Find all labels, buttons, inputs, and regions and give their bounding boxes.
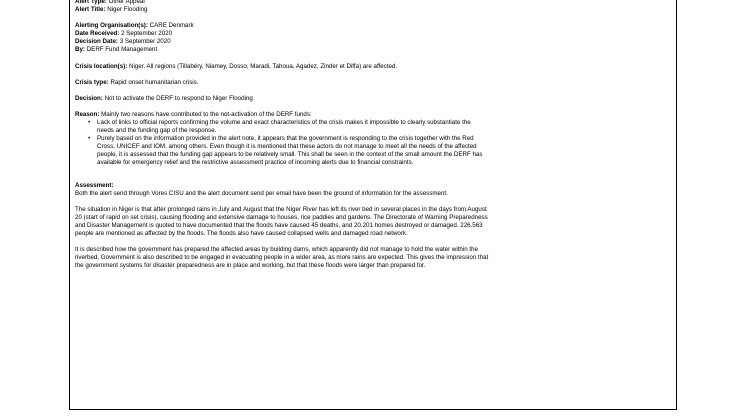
assessment-p2-line: and Disaster Management is quoted to have documented that the floods have caused 45 deaths, and 20.201 homes destroyed or damaged. 226.563 <box>75 221 483 229</box>
decision-line <box>75 95 673 103</box>
assessment-p3-line: riverbed. Government is also described to be engaged in evacuating people in a wider area, as more rains are expected. This gives the impression that <box>75 254 489 262</box>
alerting-org-value: CARE Denmark <box>149 22 194 30</box>
assessment-p2-line: The situation in Niger is that after prolonged rains in July and August that the Niger River has left its river bed in several places in the days from August <box>75 205 487 213</box>
reason-line <box>75 111 673 119</box>
assessment-heading-text: Assessment: <box>75 181 114 189</box>
by-label: By: <box>75 46 85 54</box>
assessment-p2-line: 20 (start of rapid on set crisis), causing flooding and extensive damage to houses, rice paddies and gardens. The Directorate of Warning Preparedness <box>75 213 488 221</box>
decision-value: Not to activate the DERF to respond to Niger Flooding <box>104 94 253 102</box>
reason-bullet-1-line: needs and the funding gap of the response. <box>97 127 217 135</box>
date-received-value: 2 September 2020 <box>121 30 173 38</box>
alerting-org-label: Alerting Organisation(s): <box>75 22 148 30</box>
bullet-icon: • <box>88 135 91 143</box>
assessment-p3-line: It is described how the government has prepared the affected areas by building dams, which apparently did not manage to hold the water within the <box>75 246 479 254</box>
date-received-line <box>75 30 673 38</box>
by-value: DERF Fund Management <box>86 46 158 54</box>
decision-document <box>75 0 673 270</box>
assessment-p3-line: the government systems for disaster preparedness are in place and working, but that these floods were larger than prepared for. <box>75 262 426 270</box>
assessment-p1-line: Both the alert send through Vores CISU and the alert document send per email have been the ground of information for the assessment. <box>75 189 448 197</box>
bullet-icon: • <box>88 118 91 126</box>
reason-bullet-2-line: Purely based on the information provided in the alert note, it appears that the government is responding to the crisis together with the Red <box>97 135 474 143</box>
by-line <box>75 46 673 54</box>
reason-bullet-2-line: people, it is assessed that the funding gap appears to be relatively small. This shall be seen in the context of the small amount the DERF has <box>97 151 483 159</box>
reason-intro: Mainly two reasons have contributed to the not-activation of the DERF funds: <box>101 110 312 118</box>
reason-bullet-2 <box>88 135 673 167</box>
assessment-p2 <box>75 206 673 238</box>
alert-type-label: Alert Type: <box>75 0 107 5</box>
reason-list <box>75 119 673 168</box>
assessment-p3 <box>75 246 673 270</box>
decision-date-label: Decision Date: <box>75 38 118 46</box>
assessment-heading <box>75 182 673 190</box>
reason-bullet-1 <box>88 118 673 135</box>
alert-title-value: Niger Flooding <box>107 6 148 14</box>
alerting-org-line <box>75 22 673 30</box>
reason-bullet-1-line: Lack of links to official reports confirming the volume and exact characteristics of the crisis makes it impossible to clearly substantiate the <box>97 118 471 126</box>
assessment-p2-line: people are mentioned as affected by the floods. The floods also have caused collapsed wells and damaged road network. <box>75 229 408 237</box>
alert-title-line <box>75 6 673 14</box>
decision-label: Decision: <box>75 94 103 102</box>
crisis-type-line <box>75 79 673 87</box>
crisis-location-label: Crisis location(s): <box>75 62 128 70</box>
crisis-type-label: Crisis type: <box>75 78 109 86</box>
reason-bullet-2-line: Cross, UNICEF and IOM, among others. Even though it is mentioned that these actors do not manage to meet all the needs of the affected <box>97 143 477 151</box>
alert-title-label: Alert Title: <box>75 6 106 14</box>
crisis-type-value: Rapid onset humanitarian crisis. <box>110 78 199 86</box>
decision-date-value: 3 September 2020 <box>119 38 171 46</box>
decision-date-line <box>75 38 673 46</box>
crisis-location-line <box>75 63 673 71</box>
alert-type-value: Other Appeal <box>108 0 145 5</box>
reason-bullet-2-line: available for emergency relief and the restrictive assessment practice of incoming alerts due to financial constraints. <box>97 159 414 167</box>
crisis-location-value: Niger. All regions (Tillabéry, Niamey, Dosso, Maradi, Tahoua, Agadez, Zinder et Diffa) are affected. <box>129 62 398 70</box>
reason-label: Reason: <box>75 110 100 118</box>
date-received-label: Date Received: <box>75 30 120 38</box>
